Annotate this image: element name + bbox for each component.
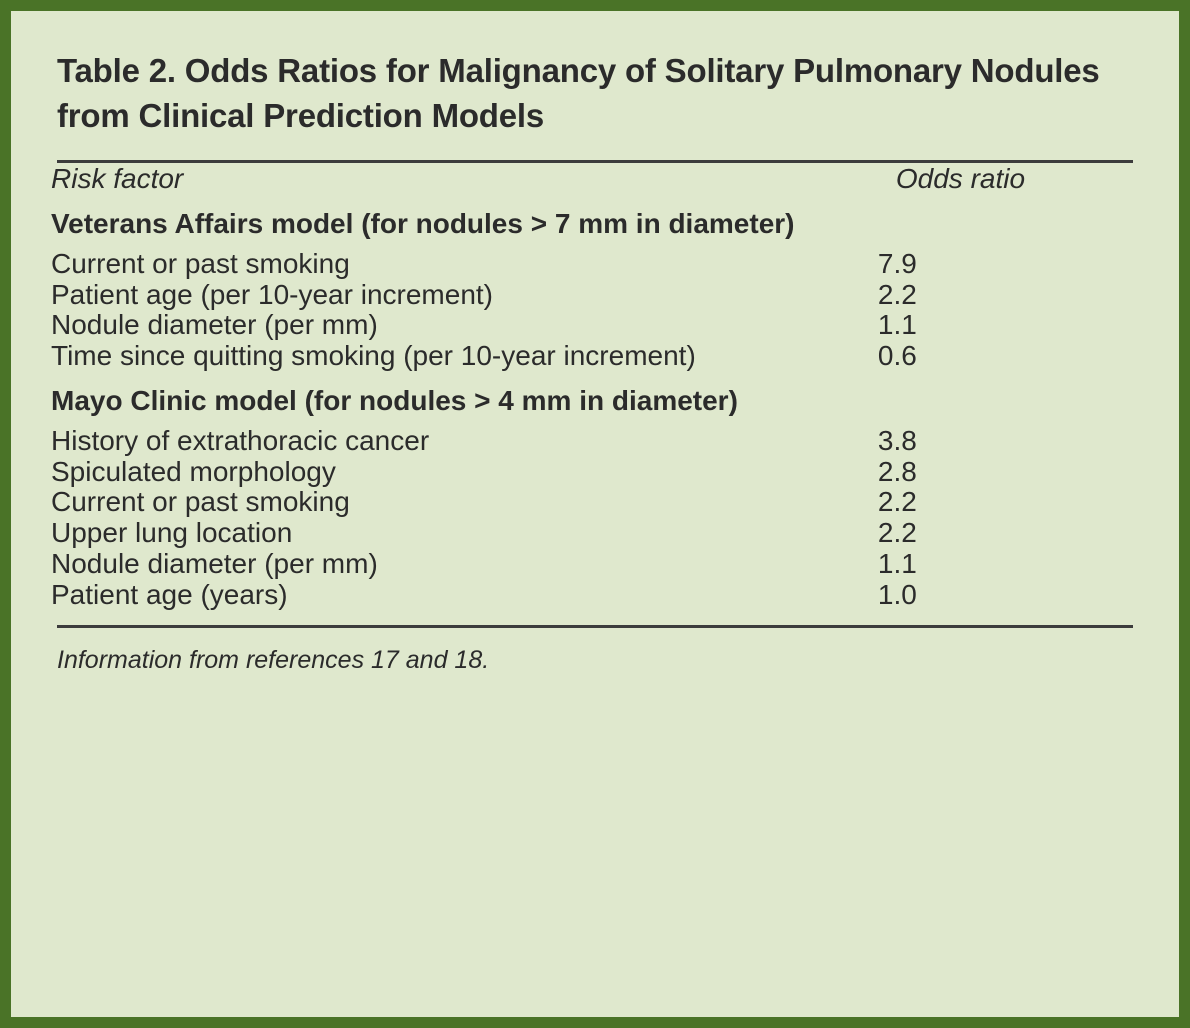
risk-factor-cell: History of extrathoracic cancer xyxy=(51,424,430,456)
table-row xyxy=(51,580,1139,611)
odds-ratio-cell xyxy=(878,372,1139,426)
odds-ratio-cell: 2.2 xyxy=(877,517,917,549)
risk-factor-cell: Time since quitting smoking (per 10-year increment) xyxy=(51,340,696,372)
table-group-row xyxy=(51,372,1139,426)
odds-ratio-cell: 0.6 xyxy=(877,340,917,372)
group-label: Mayo Clinic model (for nodules > 4 mm in diameter) xyxy=(51,385,738,417)
table-row xyxy=(51,549,1139,580)
table-row xyxy=(51,518,1139,549)
table-header-row xyxy=(51,163,1139,195)
table-row xyxy=(51,280,1139,311)
table-header xyxy=(51,163,1139,195)
table-row xyxy=(51,310,1139,341)
column-header-risk-factor: Risk factor xyxy=(51,163,184,195)
odds-ratio-cell: 1.0 xyxy=(877,578,917,610)
table-body xyxy=(51,195,1139,611)
odds-ratio-cell: 2.2 xyxy=(877,278,917,310)
risk-factor-cell: Nodule diameter (per mm) xyxy=(51,548,378,580)
odds-ratio-cell: 1.1 xyxy=(877,548,917,580)
risk-factor-cell: Current or past smoking xyxy=(51,486,350,518)
odds-ratio-cell: 7.9 xyxy=(877,247,917,279)
odds-ratio-cell xyxy=(878,195,1139,249)
risk-factor-cell: Upper lung location xyxy=(51,517,293,549)
risk-factor-cell: Current or past smoking xyxy=(51,247,350,279)
odds-ratio-table xyxy=(51,163,1139,611)
table-row xyxy=(51,487,1139,518)
risk-factor-cell: Nodule diameter (per mm) xyxy=(51,309,378,341)
table-row xyxy=(51,457,1139,488)
odds-ratio-cell: 1.1 xyxy=(877,309,917,341)
table-container xyxy=(51,49,1139,1023)
risk-factor-cell: Patient age (years) xyxy=(51,578,288,610)
risk-factor-cell: Spiculated morphology xyxy=(51,455,336,487)
table-bottom-divider xyxy=(57,625,1133,628)
odds-ratio-cell: 2.8 xyxy=(877,455,917,487)
table-title: Table 2. Odds Ratios for Malignancy of Solitary Pulmonary Nodules from Clinical Prediction Models xyxy=(57,52,1100,134)
table-row xyxy=(51,249,1139,280)
table-row xyxy=(51,341,1139,372)
table-footnote: Information from references 17 and 18. xyxy=(57,645,490,674)
table-row xyxy=(51,426,1139,457)
column-header-odds-ratio: Odds ratio xyxy=(895,163,1026,195)
odds-ratio-cell: 3.8 xyxy=(877,424,917,456)
table-group-row xyxy=(51,195,1139,249)
odds-ratio-cell: 2.2 xyxy=(877,486,917,518)
group-label: Veterans Affairs model (for nodules > 7 mm in diameter) xyxy=(51,208,795,240)
risk-factor-cell: Patient age (per 10-year increment) xyxy=(51,278,493,310)
